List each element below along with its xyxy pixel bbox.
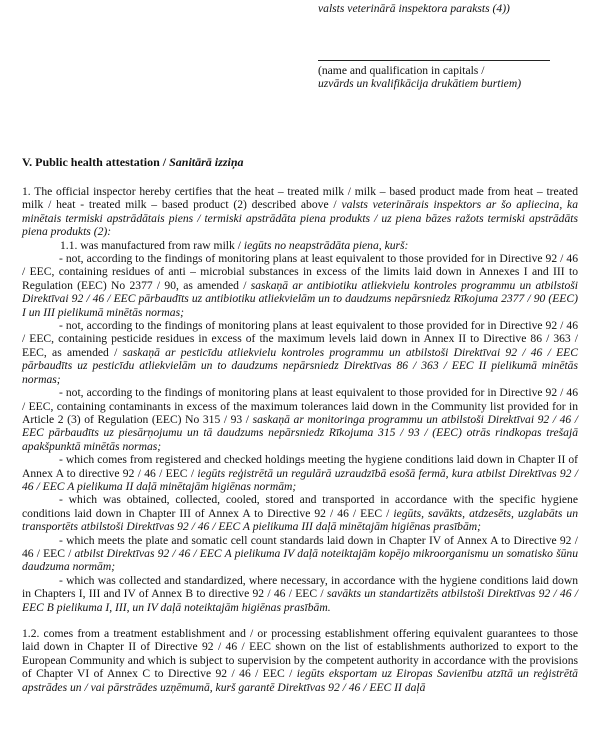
paragraph-1-2 — [22, 627, 578, 694]
condition-item-en: - which was collected and standardized, where necessary, in accordance with the hygiene conditions laid down in Chapters I, III and IV of Annex B to directive 92 / 46 / EEC / — [22, 573, 578, 601]
paragraph-1-lv: valsts veterinārais inspektors ar šo apliecina, ka minētais termiski apstrādātais piens / termiski apstrādāta piena produkts / uz piena bāzes ražots termiski apstrādāts piena produkts (2): — [22, 198, 578, 239]
condition-item — [22, 252, 578, 319]
condition-item — [22, 319, 578, 386]
condition-item — [22, 386, 578, 453]
paragraph-1-1-lv: iegūts no neapstrādāta piena, kurš: — [243, 238, 409, 252]
attestation-body — [22, 185, 578, 694]
condition-item — [22, 534, 578, 574]
condition-item-en: - which comes from registered and checked holdings meeting the hygiene conditions laid down in Chapter II of Annex A to directive 92 / 46 / EEC / — [22, 453, 578, 480]
condition-item-en: - not, according to the findings of monitoring plans at least equivalent to those provided for in Directive 92 / 46 / EEC, containing pesticide residues in excess of the maximum levels laid down in Annex II to Directive 86 / 363 / EEC, as amended / — [22, 319, 578, 359]
paragraph-1-en: 1. The official inspector hereby certifies that the heat – treated milk / milk – based product made from heat – treated milk / heat - treated milk – based product (2) described above / — [22, 185, 578, 212]
name-qualification-lv: uzvārds un kvalifikācija drukātiem burtiem) — [318, 77, 522, 91]
condition-item-lv: saskaņā ar pesticīdu atliekvielu kontroles programmu un atbilstoši Direktīvai 92 / 46 / EEC pārbaudīts uz pesticīdu atliekvielām un to daudzums nepārsniedz Direktīvas 86 / 363 / EEC II pielikumā minētās normas; — [22, 345, 578, 386]
paragraph-1 — [22, 185, 578, 239]
condition-item — [22, 453, 578, 493]
paragraph-1-1 — [22, 239, 578, 252]
condition-item — [22, 574, 578, 614]
condition-item-lv: saskaņā ar monitoringa programmu un atbilstoši Direktīvai 92 / 46 / EEC pārbaudīts uz piesārņojumu un tā daudzums nepārsniedz Rīkojuma 315 / 93 / (EEC) otrās rindkopas trešajā apakšpunktā minētās normas; — [22, 412, 578, 453]
paragraph-1-2-lv: iegūts eksportam uz Eiropas Savienību atzītā un reģistrētā apstrādes un / vai pārstrādes uzņēmumā, kurš garantē Direktīvas 92 / 46 / EEC II daļā — [22, 667, 578, 694]
section-title-en: V. Public health attestation / — [22, 155, 170, 169]
condition-item-lv: atbilst Direktīvas 92 / 46 / EEC A pielikuma IV daļā noteiktajām kopējo mikroorganismu un somatisko šūnu daudzuma normām; — [22, 546, 578, 574]
paragraph-1-2-en: 1.2. comes from a treatment establishment and / or processing establishment offering equivalent guarantees to those laid down in Chapter II of Directive 92 / 46 / EEC shown on the list of establishments authorized to export to the European Community and which is subject to supervision by the competent authority in accordance with the provisions of Chapter VI of Annex C to Directive 92 / 46 / EEC / — [22, 627, 578, 681]
condition-item-lv: saskaņā ar antibiotiku atliekvielu kontroles programmu un atbilstoši Direktīvai 92 / 46 / EEC pārbaudīts uz antibiotiku atliekvielām un to daudzums nepārsniedz Rīkojuma 2377 / 90 (EEC) I un III pielikumā minētās normas; — [22, 278, 578, 319]
condition-item — [22, 493, 578, 533]
paragraph-1-1-en: 1.1. was manufactured from raw milk / — [60, 238, 244, 252]
condition-item-lv: iegūts reģistrētā un regulārā uzraudzībā esošā fermā, kura atbilst Direktīvas 92 / 46 / EEC A pielikuma II daļā minētajām higiēnas normām; — [22, 466, 579, 493]
condition-item-en: - not, according to the findings of monitoring plans at least equivalent to those provided for in Directive 92 / 46 / EEC, containing residues of anti – microbial substances in excess of the limits laid down in Annexes I and III to Regulation (EEC) No 2377 / 90, as amended / — [22, 252, 578, 292]
condition-item-lv: savākts un standartizēts atbilstoši Direktīvas 92 / 46 / EEC B pielikuma I, III, un IV daļā noteiktajām higiēnas prasībām. — [22, 587, 578, 614]
condition-item-en: - not, according to the findings of monitoring plans at least equivalent to those provided for in Directive 92 / 46 / EEC, containing contaminants in excess of the maximum tolerances laid down in the Community list provided for in Article 2 (3) of Regulation (EEC) No 315 / 93 / — [22, 386, 578, 426]
section-title — [22, 156, 244, 169]
condition-item-lv: iegūts, savākts, atdzesēts, uzglabāts un transportēts atbilstoši Direktīvas 92 / 46 / EEC A pielikuma III daļā minētajām higiēnas prasībām; — [22, 506, 578, 534]
section-title-lv: Sanitārā izziņa — [169, 155, 244, 169]
name-qualification-caption — [318, 64, 588, 91]
name-qualification-en: (name and qualification in capitals / — [318, 64, 485, 77]
condition-item-en: - which was obtained, collected, cooled, stored and transported in accordance with the specific hygiene conditions laid down in Chapter III of Annex A to Directive 92 / 46 / EEC / — [22, 493, 578, 520]
signature-caption: valsts veterinārā inspektora paraksts (4)) — [318, 2, 510, 15]
condition-item-en: - which meets the plate and somatic cell count standards laid down in Chapter IV of Annex A to Directive 92 / 46 / EEC / — [22, 533, 578, 560]
name-signature-line — [318, 60, 550, 61]
